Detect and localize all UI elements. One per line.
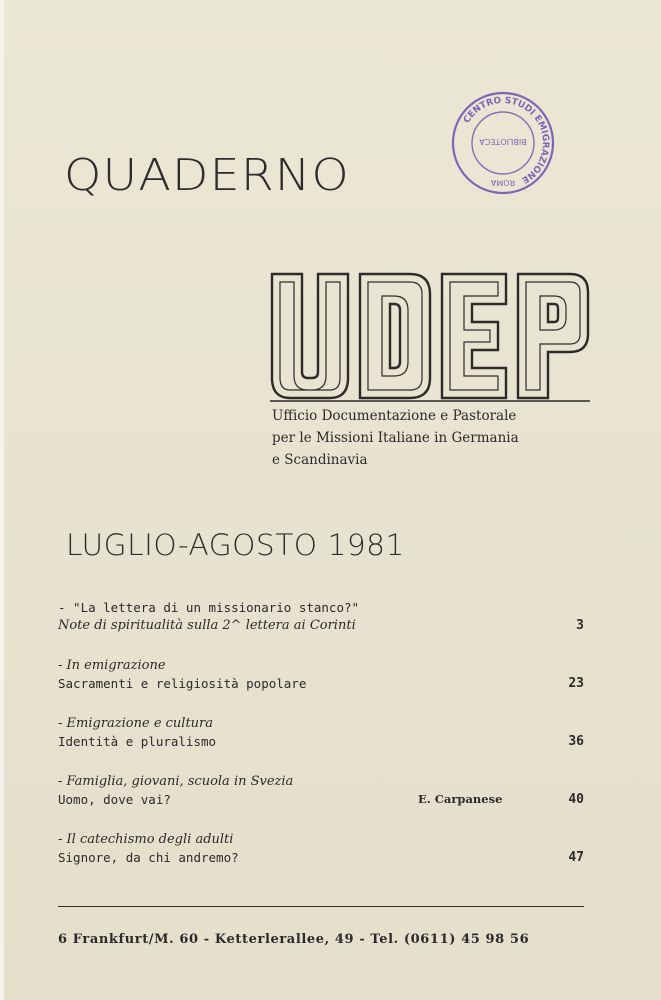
publisher-block: [272, 405, 632, 471]
page-edge: [0, 0, 4, 1000]
toc-entry-section: - Famiglia, giovani, scuola in Svezia: [58, 774, 294, 789]
toc-entry-title: Signore, da chi andremo?: [58, 850, 239, 865]
table-of-contents: [58, 600, 588, 890]
toc-entry-author: E. Carpanese: [418, 792, 503, 806]
toc-entry-title: Sacramenti e religiosità popolare: [58, 676, 307, 691]
publisher-line: e Scandinavia: [272, 452, 368, 468]
udep-logo: [270, 272, 590, 402]
toc-entry-section: - Il catechismo degli adulti: [58, 832, 234, 847]
toc-page-number: 36: [568, 734, 584, 749]
library-stamp: [448, 88, 558, 198]
toc-entry-subtitle: Note di spiritualità sulla 2^ lettera ai Corinti: [58, 618, 356, 633]
publisher-line: Ufficio Documentazione e Pastorale: [272, 408, 517, 424]
masthead-title: QUADERNO: [64, 150, 350, 201]
toc-entry-section: - Emigrazione e cultura: [58, 716, 214, 731]
publisher-line: per le Missioni Italiane in Germania: [272, 430, 519, 446]
stamp-inner-text: BIBLIOTECA: [479, 137, 527, 146]
footer-divider: [58, 906, 584, 907]
toc-entry-title: Identità e pluralismo: [58, 734, 217, 749]
toc-entry-section: - In emigrazione: [58, 658, 166, 673]
toc-page-number: 47: [568, 850, 584, 865]
toc-page-number: 23: [568, 676, 584, 691]
toc-entry: [58, 774, 588, 832]
toc-entry: [58, 716, 588, 774]
toc-entry-title: - "La lettera di un missionario stanco?": [58, 600, 360, 615]
stamp-city: ROMA: [490, 178, 516, 187]
toc-page-number: 3: [576, 618, 584, 633]
stamp-outer-text: CENTRO STUDI EMIGRAZIONE: [461, 95, 551, 185]
footer-address: 6 Frankfurt/M. 60 - Ketterlerallee, 49 - Tel. (0611) 45 98 56: [58, 932, 530, 947]
toc-entry: [58, 658, 588, 716]
toc-entry: [58, 832, 588, 890]
toc-entry: [58, 600, 588, 658]
toc-entry-title: Uomo, dove vai?: [58, 792, 171, 807]
issue-date: LUGLIO-AGOSTO 1981: [66, 528, 405, 562]
toc-page-number: 40: [568, 792, 584, 807]
